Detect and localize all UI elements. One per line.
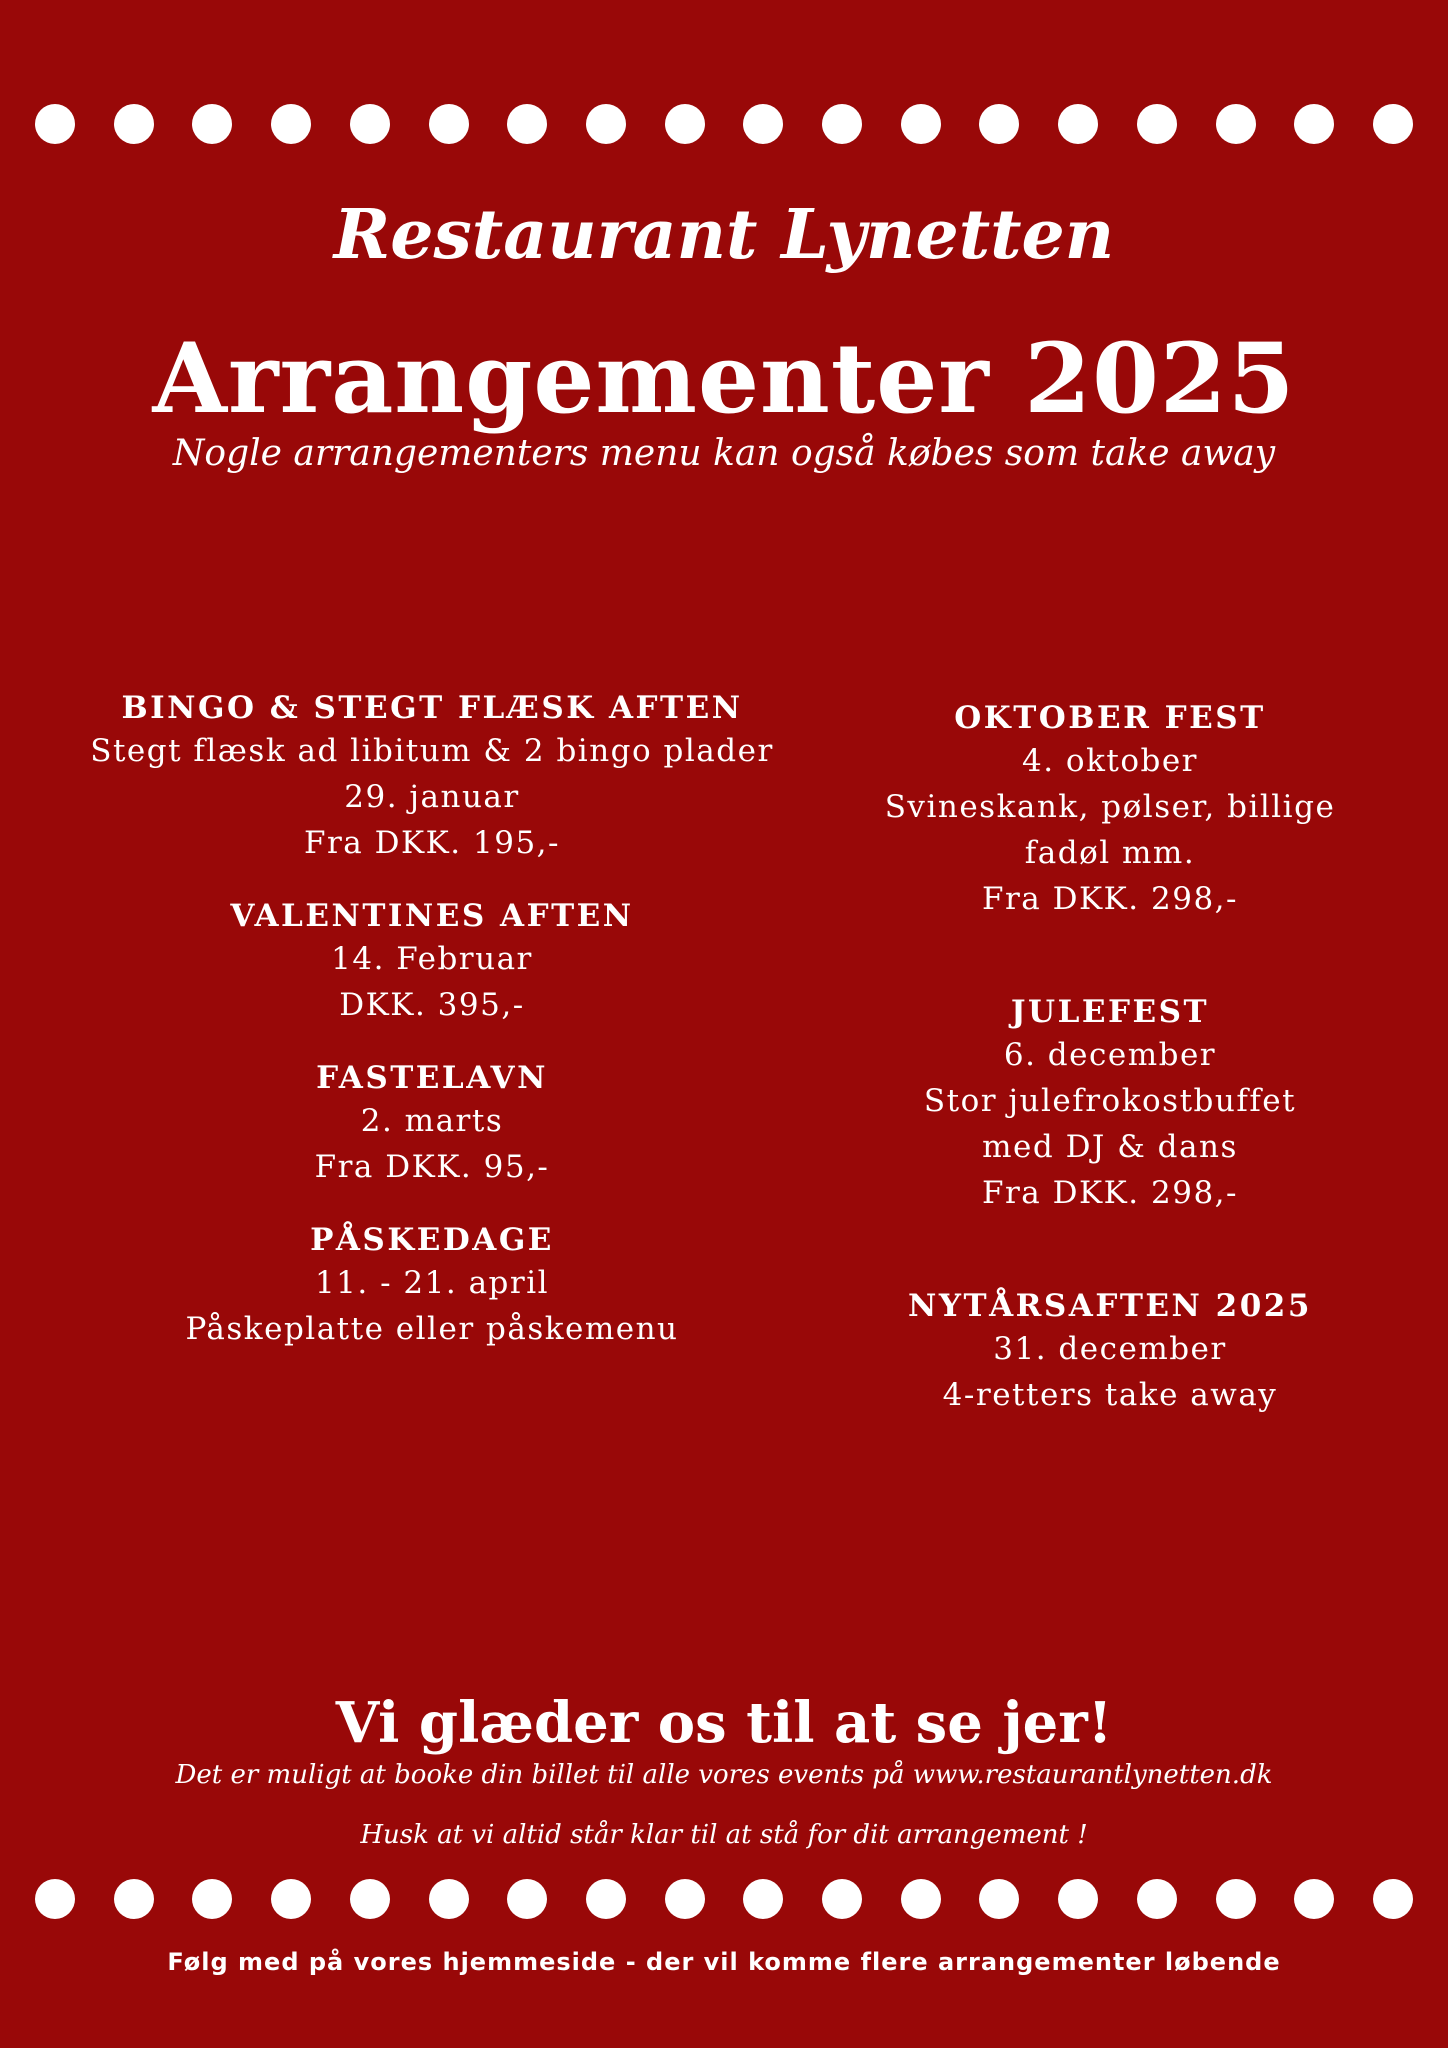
border-dot bbox=[350, 104, 390, 144]
border-dot bbox=[507, 104, 547, 144]
footer-note: Følg med på vores hjemmeside - der vil komme flere arrangementer løbende bbox=[167, 1948, 1281, 1976]
bottom-dot-border bbox=[0, 1879, 1448, 1923]
border-dot bbox=[979, 104, 1019, 144]
reminder-note: Husk at vi altid står klar til at stå for dit arrangement ! bbox=[360, 1820, 1088, 1850]
event-line: Svineskank, pølser, billige bbox=[884, 789, 1336, 825]
event-title: BINGO & STEGT FLÆSK AFTEN bbox=[121, 690, 743, 726]
event-line: 14. Februar bbox=[331, 941, 533, 977]
booking-note: Det er muligt at booke din billet til alle vores events på www.restaurantlynetten.dk bbox=[175, 1760, 1273, 1790]
border-dot bbox=[822, 104, 862, 144]
subtitle: Nogle arrangementers menu kan også købes som take away bbox=[172, 433, 1276, 474]
border-dot bbox=[1058, 104, 1098, 144]
border-dot bbox=[35, 104, 75, 144]
event-line: Fra DKK. 298,- bbox=[981, 1175, 1239, 1211]
event-line: Fra DKK. 298,- bbox=[981, 881, 1239, 917]
border-dot bbox=[271, 1879, 311, 1919]
event-julefest bbox=[830, 992, 1390, 1216]
event-title: NYTÅRSAFTEN 2025 bbox=[908, 1288, 1312, 1324]
event-line: Stegt flæsk ad libitum & 2 bingo plader bbox=[90, 733, 774, 769]
border-dot bbox=[35, 1879, 75, 1919]
event-line: fadøl mm. bbox=[1024, 835, 1196, 871]
event-line: Fra DKK. 195,- bbox=[303, 825, 561, 861]
event-line: Påskeplatte eller påskemenu bbox=[185, 1311, 679, 1347]
border-dot bbox=[822, 1879, 862, 1919]
event-fastelavn bbox=[42, 1058, 822, 1190]
border-dot bbox=[743, 104, 783, 144]
event-line: 6. december bbox=[1003, 1037, 1217, 1073]
event-line: DKK. 395,- bbox=[339, 987, 525, 1023]
event-line: 2. marts bbox=[360, 1103, 504, 1139]
border-dot bbox=[507, 1879, 547, 1919]
border-dot bbox=[979, 1879, 1019, 1919]
restaurant-name: Restaurant Lynetten bbox=[333, 195, 1115, 275]
border-dot bbox=[192, 1879, 232, 1919]
event-line: 31. december bbox=[993, 1331, 1227, 1367]
border-dot bbox=[350, 1879, 390, 1919]
event-line: med DJ & dans bbox=[982, 1129, 1238, 1165]
closing-message: Vi glæder os til at se jer! bbox=[335, 1690, 1113, 1756]
event-title: JULEFEST bbox=[1010, 994, 1210, 1030]
border-dot bbox=[429, 1879, 469, 1919]
border-dot bbox=[1137, 1879, 1177, 1919]
border-dot bbox=[1294, 1879, 1334, 1919]
event-line: 29. januar bbox=[344, 779, 520, 815]
border-dot bbox=[192, 104, 232, 144]
page-title: Arrangementer 2025 bbox=[152, 322, 1296, 435]
event-nytaarsaften bbox=[830, 1286, 1390, 1418]
event-title: PÅSKEDAGE bbox=[310, 1222, 554, 1258]
border-dot bbox=[1216, 104, 1256, 144]
border-dot bbox=[114, 1879, 154, 1919]
event-paaskedage bbox=[42, 1220, 822, 1352]
event-line: 4. oktober bbox=[1021, 743, 1198, 779]
event-title: OKTOBER FEST bbox=[954, 700, 1266, 736]
border-dot bbox=[271, 104, 311, 144]
border-dot bbox=[1058, 1879, 1098, 1919]
event-line: Fra DKK. 95,- bbox=[314, 1149, 550, 1185]
border-dot bbox=[901, 104, 941, 144]
border-dot bbox=[901, 1879, 941, 1919]
event-line: Stor julefrokostbuffet bbox=[923, 1083, 1297, 1119]
border-dot bbox=[114, 104, 154, 144]
event-line: 11. - 21. april bbox=[314, 1265, 550, 1301]
border-dot bbox=[665, 104, 705, 144]
border-dot bbox=[1137, 104, 1177, 144]
border-dot bbox=[1373, 1879, 1413, 1919]
top-dot-border bbox=[0, 104, 1448, 148]
border-dot bbox=[665, 1879, 705, 1919]
event-title: VALENTINES AFTEN bbox=[230, 898, 634, 934]
border-dot bbox=[1373, 104, 1413, 144]
event-valentines bbox=[42, 896, 822, 1028]
border-dot bbox=[586, 1879, 626, 1919]
events-right-column bbox=[830, 698, 1390, 1488]
border-dot bbox=[1216, 1879, 1256, 1919]
border-dot bbox=[743, 1879, 783, 1919]
border-dot bbox=[1294, 104, 1334, 144]
border-dot bbox=[586, 104, 626, 144]
event-bingo bbox=[42, 688, 822, 866]
event-title: FASTELAVN bbox=[316, 1060, 548, 1096]
events-left-column bbox=[42, 688, 822, 1382]
border-dot bbox=[429, 104, 469, 144]
event-oktober-fest bbox=[830, 698, 1390, 922]
event-line: 4-retters take away bbox=[942, 1377, 1278, 1413]
